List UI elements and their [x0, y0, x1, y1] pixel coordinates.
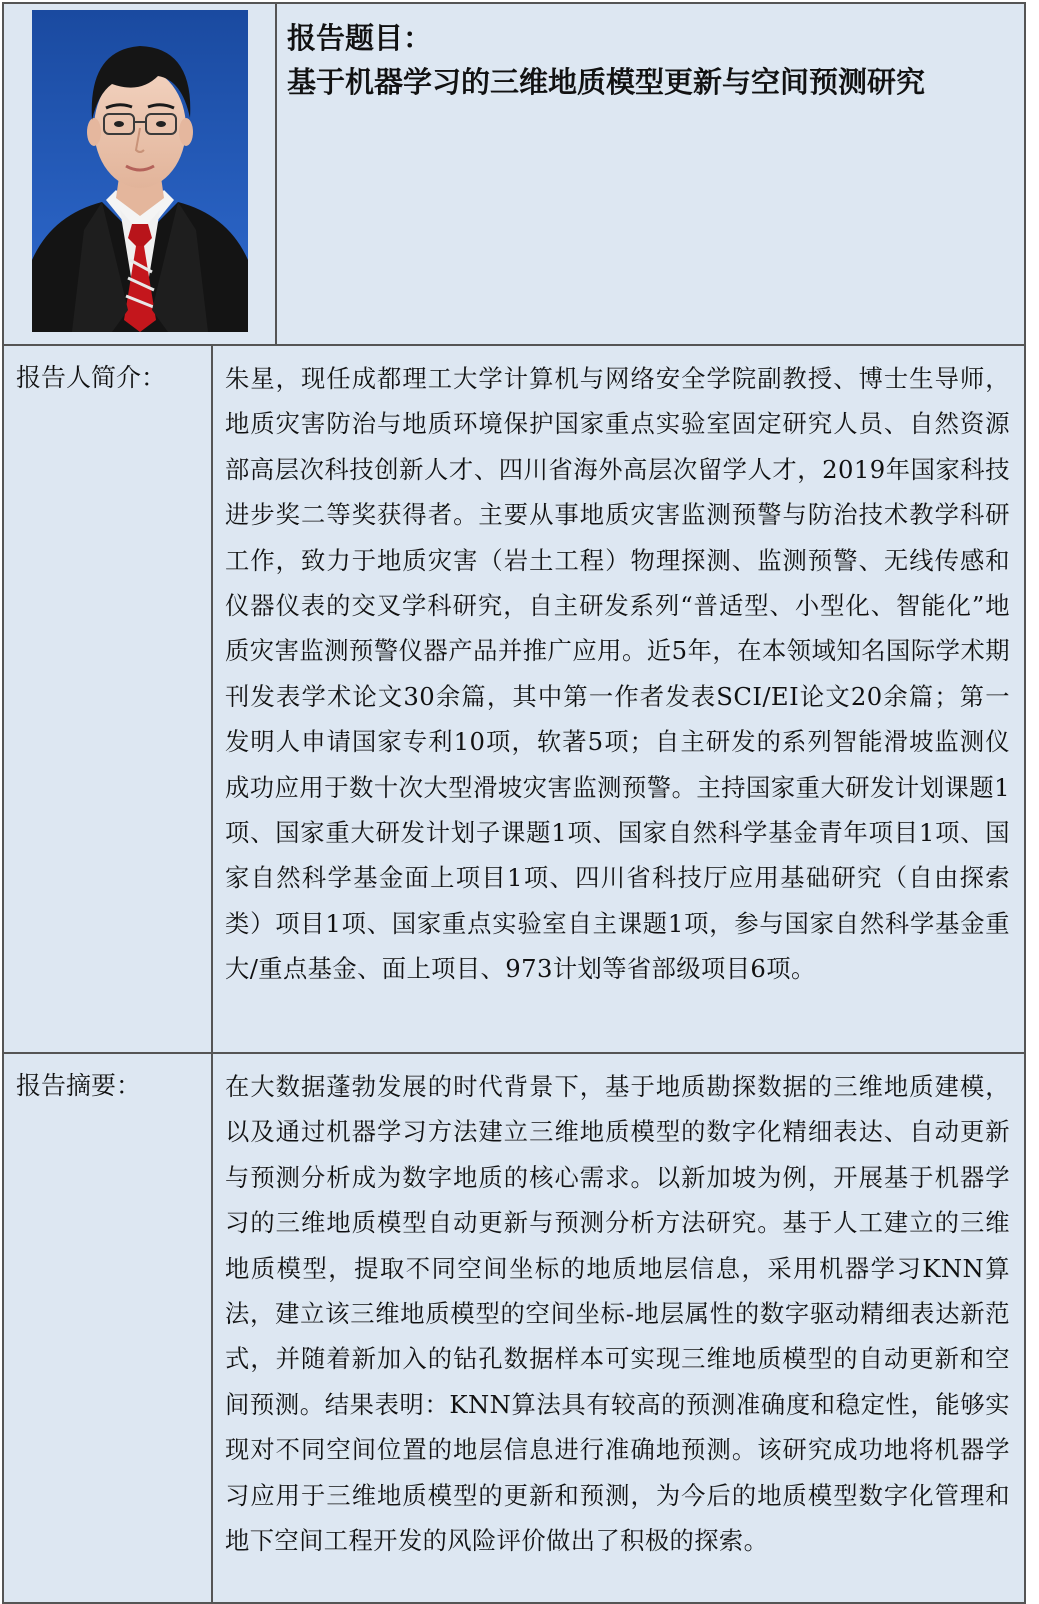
title-row [3, 3, 1025, 345]
speaker-bio-label: 报告人简介： [3, 345, 212, 1053]
abstract-text: 在大数据蓬勃发展的时代背景下，基于地质勘探数据的三维地质建模，以及通过机器学习方法建立三维地质模型的数字化精细表达、自动更新与预测分析成为数字地质的核心需求。以新加坡为例，开展基于机器学习的三维地质模型自动更新与预测分析方法研究。基于人工建立的三维地质模型，提取不同空间坐标的地质地层信息，采用机器学习KNN算法，建立该三维地质模型的空间坐标-地层属性的数字驱动精细表达新范式，并随着新加入的钻孔数据样本可实现三维地质模型的自动更新和空间预测。结果表明：KNN算法具有较高的预测准确度和稳定性，能够实现对不同空间位置的地层信息进行准确地预测。该研究成功地将机器学习应用于三维地质模型的更新和预测，为今后的地质模型数字化管理和地下空间工程开发的风险评价做出了积极的探索。 [212, 1053, 1025, 1603]
speaker-portrait-photo [32, 10, 248, 332]
abstract-row [3, 1053, 1025, 1603]
report-title-text: 基于机器学习的三维地质模型更新与空间预测研究 [287, 65, 926, 99]
portrait-illustration [32, 10, 248, 332]
report-title-label: 报告题目： [287, 21, 433, 55]
title-cell [276, 3, 1025, 345]
photo-cell [3, 3, 276, 345]
report-info-table [2, 2, 1026, 1604]
abstract-label: 报告摘要： [3, 1053, 212, 1603]
speaker-bio-row [3, 345, 1025, 1053]
speaker-bio-text: 朱星，现任成都理工大学计算机与网络安全学院副教授、博士生导师，地质灾害防治与地质环境保护国家重点实验室固定研究人员、自然资源部高层次科技创新人才、四川省海外高层次留学人才，2019年国家科技进步奖二等奖获得者。主要从事地质灾害监测预警与防治技术教学科研工作，致力于地质灾害（岩土工程）物理探测、监测预警、无线传感和仪器仪表的交叉学科研究，自主研发系列“普适型、小型化、智能化”地质灾害监测预警仪器产品并推广应用。近5年，在本领域知名国际学术期刊发表学术论文30余篇，其中第一作者发表SCI/EI论文20余篇；第一发明人申请国家专利10项，软著5项；自主研发的系列智能滑坡监测仪成功应用于数十次大型滑坡灾害监测预警。主持国家重大研发计划课题1项、国家重大研发计划子课题1项、国家自然科学基金青年项目1项、国家自然科学基金面上项目1项、四川省科技厅应用基础研究（自由探索类）项目1项、国家重点实验室自主课题1项，参与国家自然科学基金重大/重点基金、面上项目、973计划等省部级项目6项。 [212, 345, 1025, 1053]
